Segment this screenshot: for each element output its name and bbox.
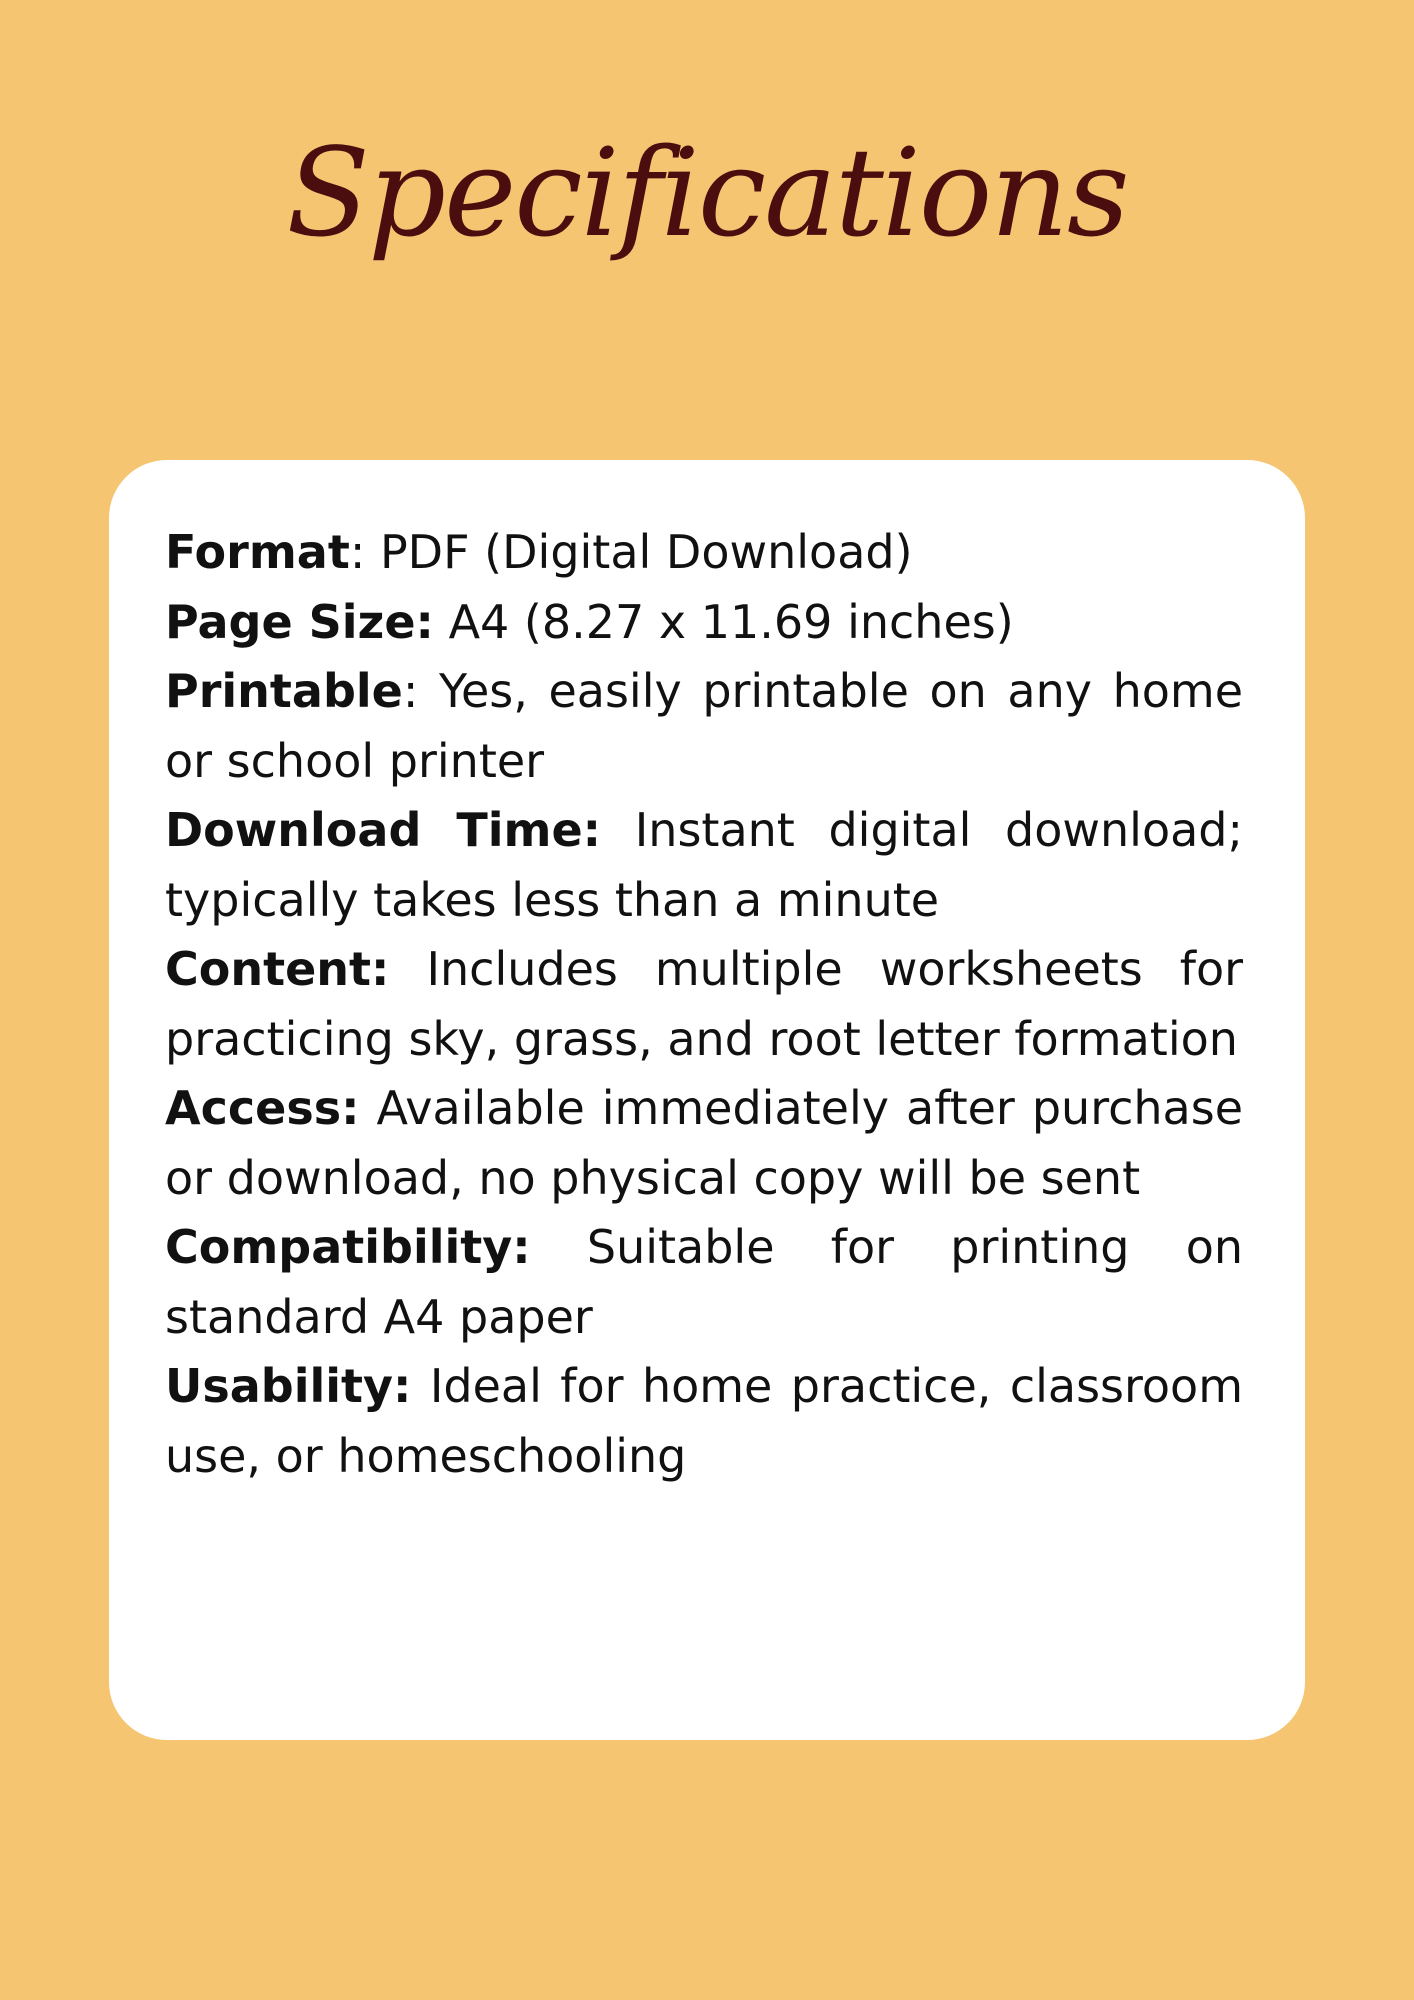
spec-page-size [165, 588, 1243, 658]
spec-format [165, 518, 1243, 588]
spec-label: Compatibility: [165, 1220, 531, 1274]
spec-usability [165, 1352, 1243, 1491]
spec-download-time [165, 796, 1243, 935]
spec-value: Yes, easily printable on any home or school printer [165, 664, 1243, 788]
spec-compatibility [165, 1213, 1243, 1352]
spec-separator [601, 803, 635, 857]
spec-label: Format [165, 525, 350, 579]
spec-separator [411, 1359, 429, 1413]
spec-value: Includes multiple worksheets for practicing sky, grass, and root letter formation [165, 942, 1243, 1066]
spec-value: Available immediately after purchase or download, no physical copy will be sent [165, 1081, 1244, 1205]
spec-label: Page Size: [165, 594, 434, 649]
spec-separator: : [349, 525, 380, 579]
spec-value: PDF (Digital Download) [379, 525, 913, 579]
spec-list [165, 518, 1243, 1491]
spec-label: Printable [165, 664, 403, 718]
spec-value: A4 (8.27 x 11.69 inches) [448, 594, 1014, 649]
spec-separator [434, 595, 449, 649]
spec-separator [531, 1220, 587, 1274]
spec-content [165, 935, 1243, 1074]
spec-value: Ideal for home practice, classroom use, or homeschooling [165, 1359, 1244, 1483]
spec-label: Download Time: [165, 803, 602, 857]
spec-access [165, 1074, 1243, 1213]
spec-label: Usability: [165, 1359, 412, 1413]
spec-value: Instant digital download; typically takes less than a minute [165, 803, 1243, 927]
page-title: Specifications [286, 122, 1128, 264]
spec-label: Access: [165, 1081, 360, 1135]
spec-printable [165, 657, 1243, 796]
spec-separator [360, 1081, 377, 1135]
spec-value: Suitable for printing on standard A4 paper [165, 1220, 1243, 1344]
spec-label: Content: [165, 942, 390, 996]
spec-separator: : [402, 664, 439, 718]
spec-separator [389, 942, 426, 996]
